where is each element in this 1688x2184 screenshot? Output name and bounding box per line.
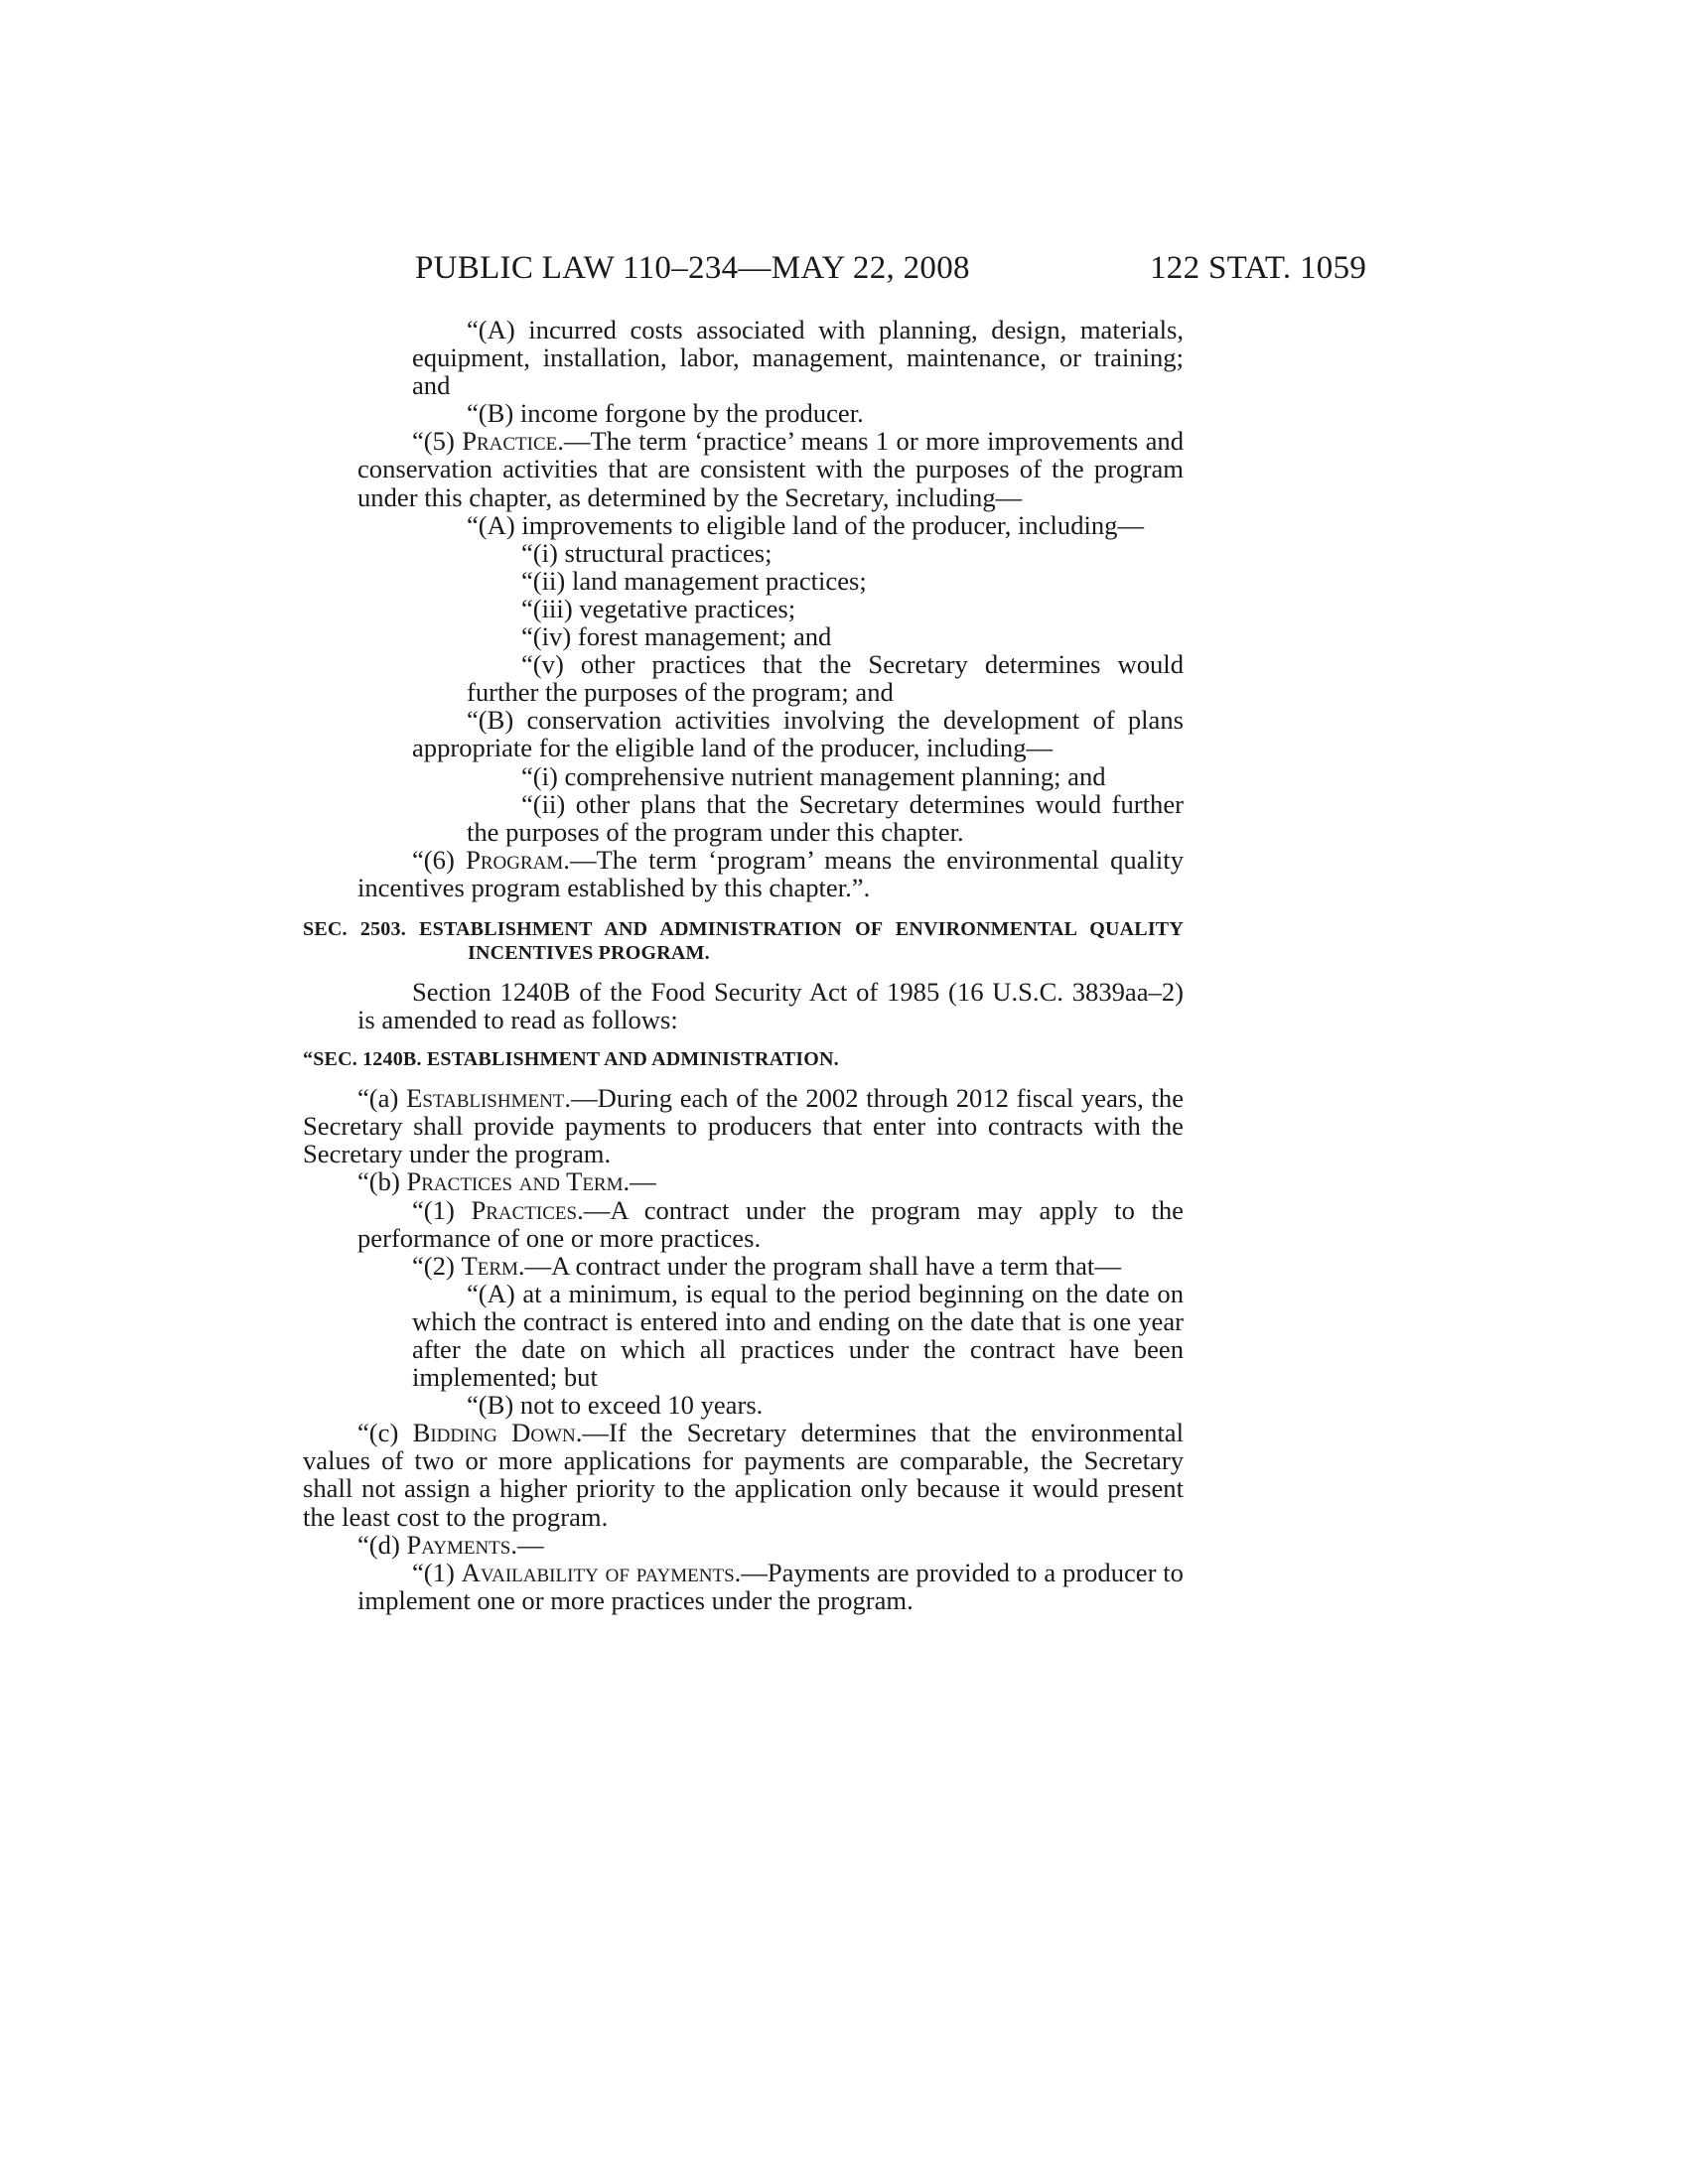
subparagraph-b-conservation: “(B) conservation activities involving the development of plans appropriate for the eligible land of the producer, including— — [412, 705, 1184, 763]
clause-iv-forest: “(iv) forest management; and — [521, 621, 832, 652]
paragraph-b1-practices — [357, 1196, 1184, 1252]
clause-i-structural: “(i) structural practices; — [521, 537, 773, 568]
subsection-d-suffix: .— — [510, 1529, 544, 1560]
clause-ii-land-management: “(ii) land management practices; — [521, 565, 867, 596]
paragraph-d1-text: .—Payments are provided to a producer to implement one or more practices under the program. — [357, 1557, 1184, 1615]
paragraph-d1-availability — [357, 1559, 1184, 1614]
subsection-d-heading: Payments — [406, 1529, 511, 1560]
clause-b-income-forgone: “(B) income forgone by the producer. — [467, 398, 864, 429]
subsection-d-prefix: “(d) — [357, 1529, 407, 1560]
clause-a-incurred-costs: “(A) incurred costs associated with planning, design, materials, equipment, installation, labor, management, maintenance, or training; and — [412, 315, 1184, 401]
subsection-c-heading: Bidding Down — [412, 1418, 576, 1448]
paragraph-b2-term — [357, 1252, 1184, 1280]
clause-ii-other-plans: “(ii) other plans that the Secretary determines would further the purposes of the program under this chapter. — [467, 788, 1184, 847]
paragraph-5-prefix: “(5) — [412, 426, 463, 457]
paragraph-6-prefix: “(6) — [412, 844, 467, 875]
subsection-b-heading: Practices and Term — [406, 1166, 624, 1197]
subparagraph-b2b-exceed: “(B) not to exceed 10 years. — [467, 1390, 764, 1421]
running-header-stat-page: 122 STAT. 1059 — [1150, 250, 1367, 286]
section-1240b-intro: Section 1240B of the Food Security Act of 1985 (16 U.S.C. 3839aa–2) is amended to read as follows: — [357, 976, 1184, 1035]
clause-iii-vegetative: “(iii) vegetative practices; — [521, 593, 796, 623]
paragraph-d1-prefix: “(1) — [412, 1557, 462, 1587]
section-1240b-heading: “SEC. 1240B. ESTABLISHMENT AND ADMINISTRATION. — [303, 1048, 839, 1071]
subsection-a-establishment — [303, 1084, 1184, 1167]
paragraph-5-practice — [357, 427, 1184, 510]
paragraph-d1-heading: Availability of payments — [461, 1557, 735, 1587]
subsection-a-prefix: “(a) — [357, 1083, 407, 1114]
clause-i-nutrient-planning: “(i) comprehensive nutrient management planning; and — [521, 760, 1106, 791]
paragraph-6-program — [357, 846, 1184, 901]
paragraph-b1-heading: Practices — [471, 1194, 578, 1225]
subsection-d-payments — [303, 1531, 1184, 1559]
subsection-a-text: .—During each of the 2002 through 2012 fiscal years, the Secretary shall provide payments to producers that enter into contracts with the Secretary under the program. — [303, 1083, 1185, 1169]
subsection-b-prefix: “(b) — [357, 1166, 407, 1197]
subsection-c-prefix: “(c) — [357, 1418, 413, 1448]
paragraph-b2-text: .—A contract under the program shall have a term that— — [517, 1250, 1121, 1281]
paragraph-b1-prefix: “(1) — [412, 1194, 472, 1225]
paragraph-5-heading: Practice — [462, 426, 558, 457]
paragraph-b2-prefix: “(2) — [412, 1250, 462, 1281]
subparagraph-b2a-minimum: “(A) at a minimum, is equal to the period beginning on the date on which the contract is entered into and ending on the date that is one year after the date on which all practices under the contract have been implemented; but — [412, 1278, 1184, 1393]
paragraph-6-heading: Program — [466, 844, 564, 875]
paragraph-b2-heading: Term — [461, 1250, 518, 1281]
subsection-b-practices-and-term — [303, 1167, 1184, 1195]
running-header-title: PUBLIC LAW 110–234—MAY 22, 2008 — [415, 250, 970, 286]
subparagraph-a-improvements: “(A) improvements to eligible land of the producer, including— — [467, 509, 1145, 540]
section-2503-heading: SEC. 2503. ESTABLISHMENT AND ADMINISTRATION OF ENVIRONMENTAL QUALITY INCENTIVES PROGRAM. — [303, 917, 1184, 964]
subsection-c-text: .—If the Secretary determines that the environmental values of two or more applications for payments are comparable, the Secretary shall not assign a higher priority to the application only because it would present the least cost to the program. — [303, 1418, 1184, 1532]
clause-v-other-practices: “(v) other practices that the Secretary determines would further the purposes of the program; and — [467, 649, 1184, 708]
subsection-c-bidding-down — [303, 1419, 1184, 1530]
paragraph-6-text: .—The term ‘program’ means the environmental quality incentives program established by this chapter.”. — [357, 844, 1184, 902]
statute-body — [303, 315, 1185, 1615]
subsection-a-heading: Establishment — [406, 1083, 565, 1114]
paragraph-5-text: .—The term ‘practice’ means 1 or more improvements and conservation activities that are consistent with the purposes of the program under this chapter, as determined by the Secretary, including— — [357, 426, 1184, 512]
paragraph-b1-text: .—A contract under the program may apply to the performance of one or more practices. — [357, 1194, 1184, 1253]
subsection-b-suffix: .— — [623, 1166, 656, 1197]
